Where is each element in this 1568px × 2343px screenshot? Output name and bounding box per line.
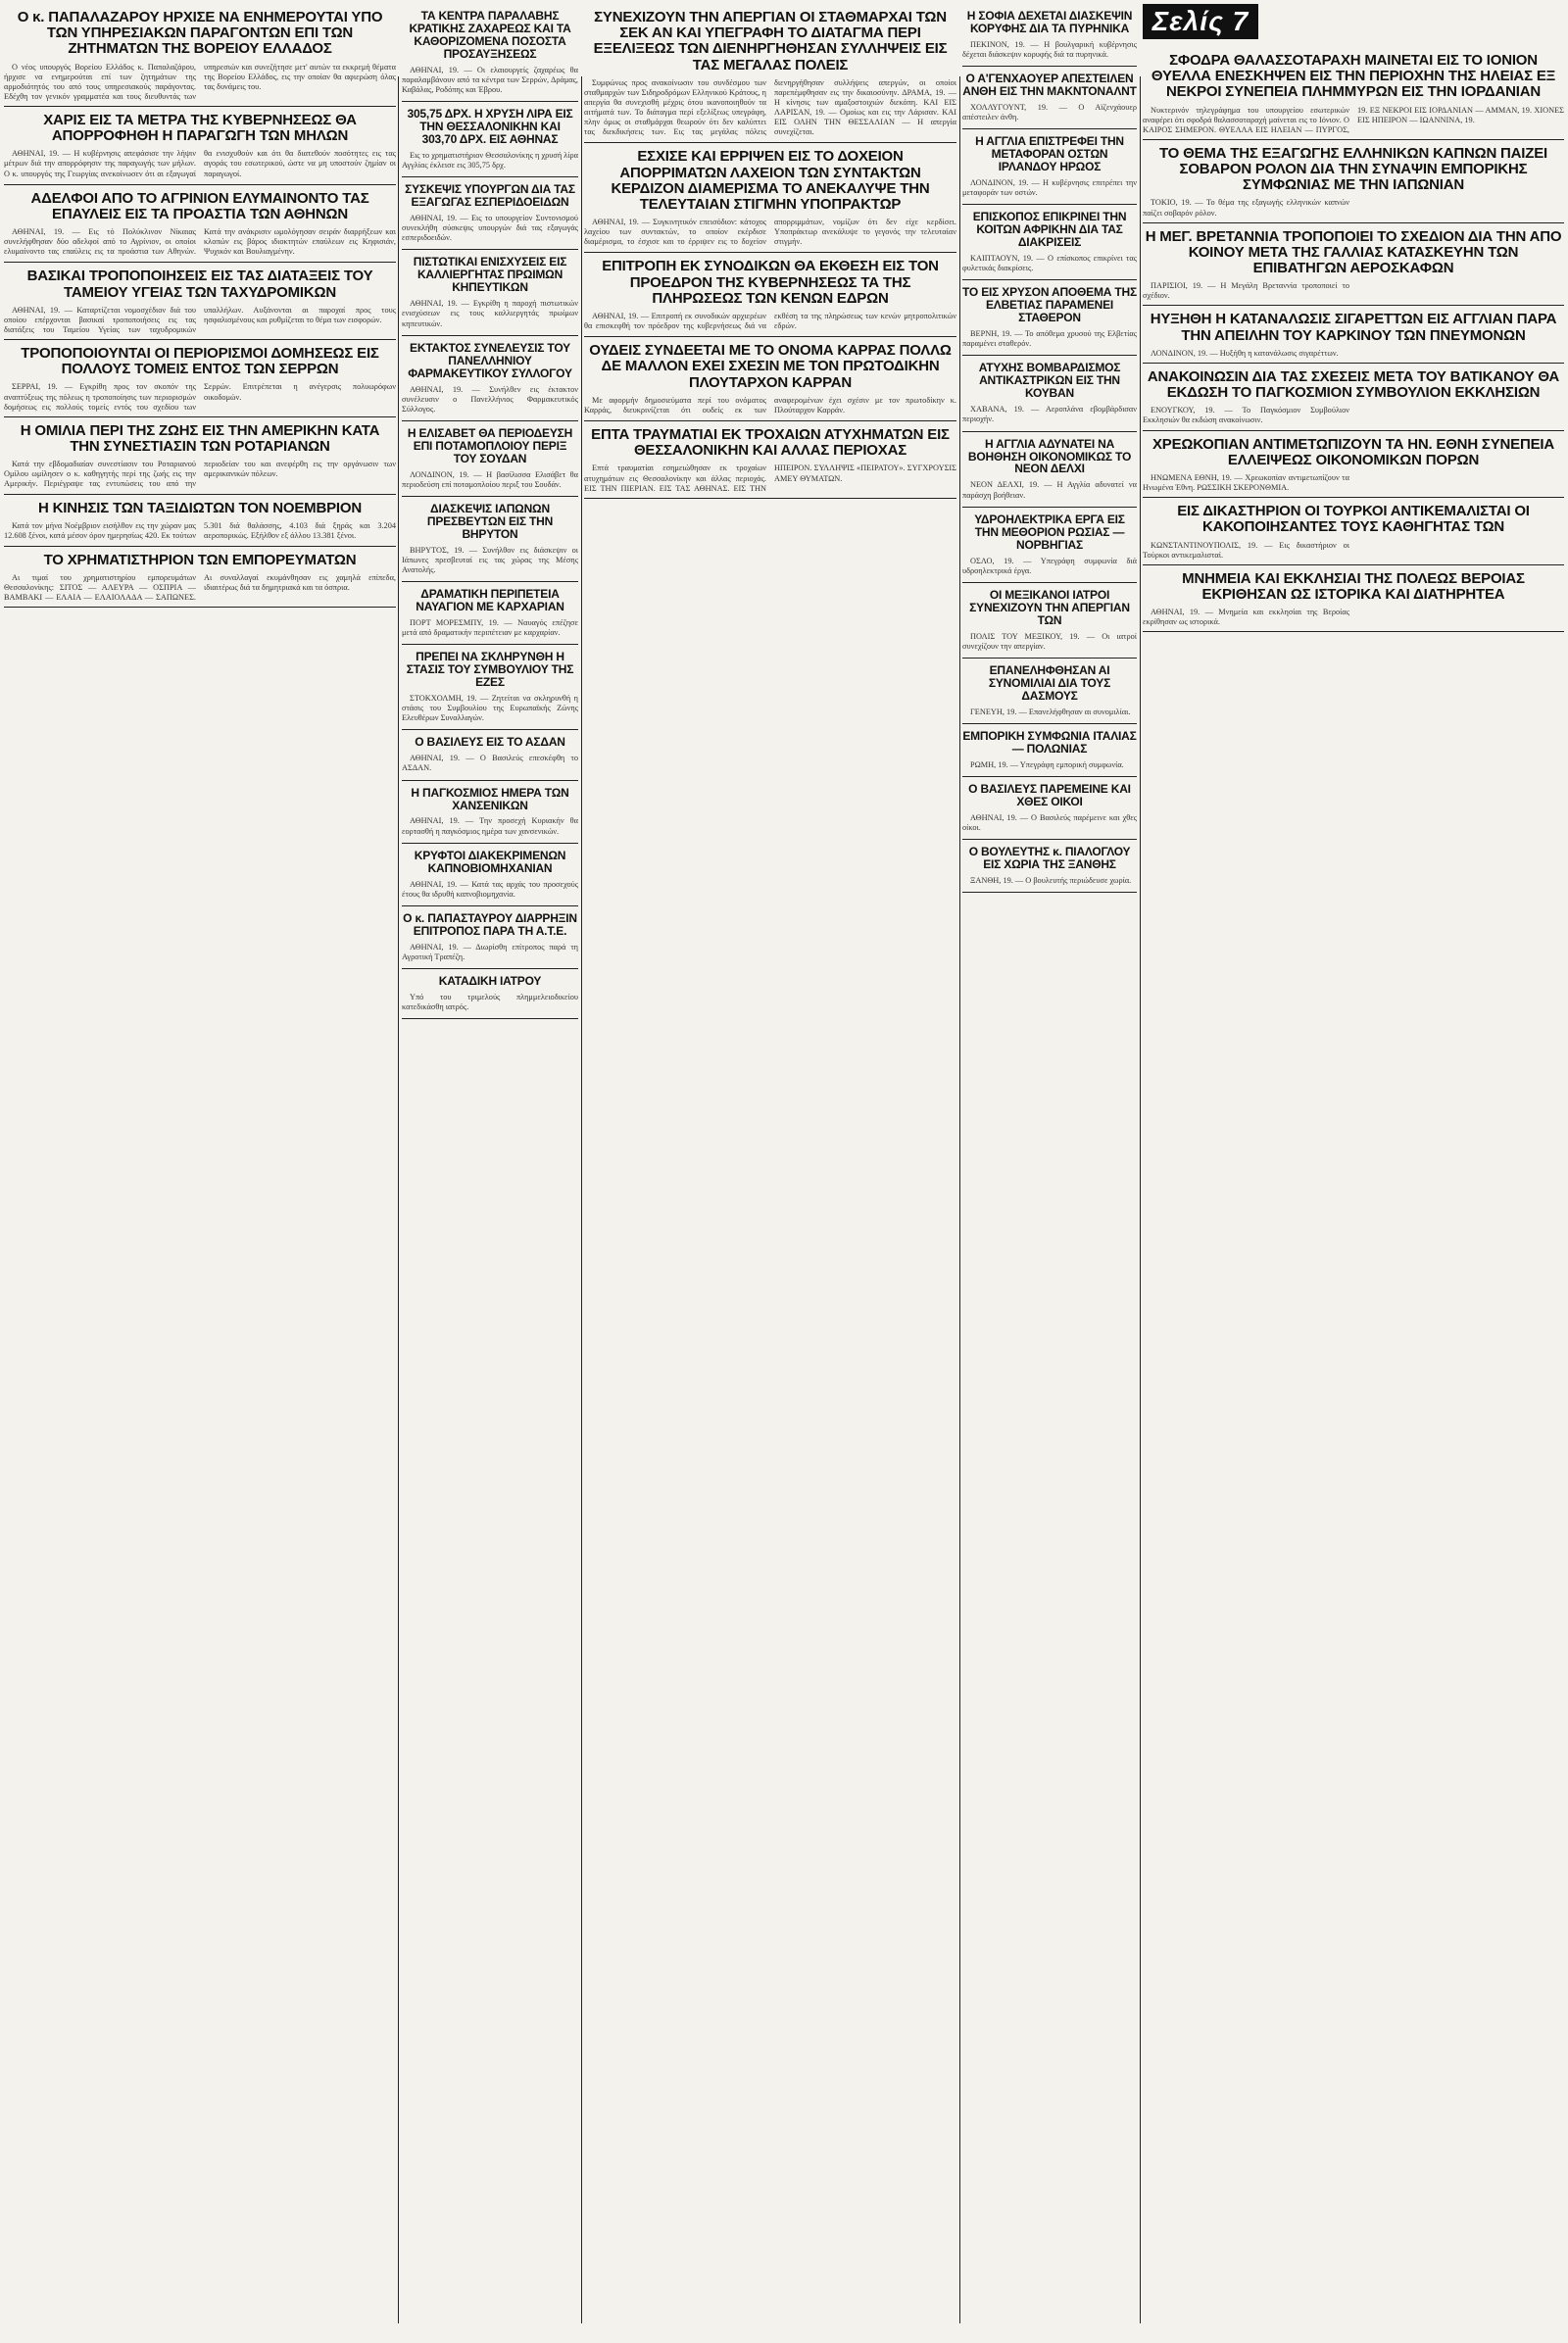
article-body — [962, 632, 1137, 652]
article-body — [962, 103, 1137, 122]
article — [4, 113, 396, 185]
article-headline: Η ΑΓΓΛΙΑ ΕΠΙΣΤΡΕΦΕΙ ΤΗΝ ΜΕΤΑΦΟΡΑΝ ΟΣΤΩΝ ΙΡΛΑΝΔΟΥ ΗΡΩΟΣ — [975, 134, 1124, 174]
article-headline: ΕΠΑΝΕΛΗΦΘΗΣΑΝ ΑΙ ΣΥΝΟΜΙΛΙΑΙ ΔΙΑ ΤΟΥΣ ΔΑΣΜΟΥΣ — [988, 662, 1111, 703]
article-text: ΑΘΗΝΑΙ, 19. — Διωρίσθη επίτροπος παρά τη Αγροτική Τραπέζη. — [402, 942, 578, 961]
article-text: Κατά την εβδομαδιαίαν συνεστίασιν του Ροταριανού Ομίλου ωμίλησεν ο κ. καθηγητής περί της ζωής εις την Αμερικήν. Περιέγραψε τας εντυπώσεις του από την περιοδείαν του και ανεφέρθη εις την οργάνωσιν των αμερικανικών πόλεων. — [4, 460, 396, 489]
article-headline: ΗΥΞΗΘΗ Η ΚΑΤΑΝΑΛΩΣΙΣ ΣΙΓΑΡΕΤΤΩΝ ΕΙΣ ΑΓΓΛΙΑΝ ΠΑΡΑ ΤΗΝ ΑΠΕΙΛΗΝ ΤΟΥ ΚΑΡΚΙΝΟΥ ΤΩΝ ΠΝΕΥΜΟΝΩΝ — [1150, 311, 1557, 344]
article-body — [402, 618, 578, 638]
article — [1143, 437, 1564, 499]
article-headline: ΣΥΝΕΧΙΖΟΥΝ ΤΗΝ ΑΠΕΡΓΙΑΝ ΟΙ ΣΤΑΘΜΑΡΧΑΙ ΤΩΝ ΣΕΚ ΑΝ ΚΑΙ ΥΠΕΓΡΑΦΗ ΤΟ ΔΙΑΤΑΓΜΑ ΠΕΡΙ ΕΞΕΛΙΞΕΩΣ ΤΩΝ ΔΙΕΝΗΡΓΗΘΗΣΑΝ ΣΥΛΛΗΨΕΙΣ ΕΙΣ ΤΑΣ ΜΕΓΑΛΑΣ ΠΟΛΕΙΣ — [593, 9, 948, 73]
column-divider — [959, 76, 960, 2323]
article — [402, 10, 578, 102]
article-headline: ΤΟ ΘΕΜΑ ΤΗΣ ΕΞΑΓΩΓΗΣ ΕΛΛΗΝΙΚΩΝ ΚΑΠΝΩΝ ΠΑΙΖΕΙ ΣΟΒΑΡΟΝ ΡΟΛΟΝ ΔΙΑ ΤΗΝ ΣΥΝΑΨΙΝ ΕΜΠΟΡΙΚΗΣ ΣΥΜΦΩΝΙΑΣ ΜΕ ΤΗΝ ΙΑΠΩΝΙΑΝ — [1158, 144, 1548, 194]
article-body — [1143, 473, 1564, 493]
article — [584, 149, 956, 253]
article-text: ΣΤΟΚΧΟΛΜΗ, 19. — Ζητείται να σκληρυνθή η στάσις του Συμβουλίου της Ευρωπαϊκής Ζώνης Ελευθέρων Συναλλαγών. — [402, 694, 578, 723]
article — [584, 427, 956, 499]
article-headline: Η ΠΑΓΚΟΣΜΙΟΣ ΗΜΕΡΑ ΤΩΝ ΧΑΝΣΕΝΙΚΩΝ — [411, 785, 569, 812]
article-headline: ΕΠΙΣΚΟΠΟΣ ΕΠΙΚΡΙΝΕΙ ΤΗΝ ΚΟΙΤΩΝ ΑΦΡΙΚΗΝ ΔΙΑ ΤΑΣ ΔΙΑΚΡΙΣΕΙΣ — [972, 210, 1127, 250]
masthead — [1143, 4, 1564, 43]
article-text: ΑΘΗΝΑΙ, 19. — Την προσεχή Κυριακήν θα εορτασθή η παγκόσμιος ημέρα των χανσενικών. — [402, 816, 578, 836]
article-text: ΑΘΗΝΑΙ, 19. — Συγκινητικόν επεισόδιον: κάτοχος λαχείου των συντακτών, το οποίον εκέρδισε διαμέρισμα, το έσχισε και το έρριψεν εις το δοχείον απορριμμάτων, νομίζων ότι δεν είχε κερδίσει. Υποπράκτωρ ανεκάλυψε το γεγονός την τελευταίαν στιγμήν. — [584, 218, 956, 247]
article-headline: ΕΚΤΑΚΤΟΣ ΣΥΝΕΛΕΥΣΙΣ ΤΟΥ ΠΑΝΕΛΛΗΝΙΟΥ ΦΑΡΜΑΚΕΥΤΙΚΟΥ ΣΥΛΛΟΓΟΥ — [408, 340, 572, 380]
article-text: ΛΟΝΔΙΝΟΝ, 19. — Η κυβέρνησις επιτρέπει την μεταφοράν των οστών. — [962, 178, 1137, 198]
article-text: ΠΕΚΙΝΟΝ, 19. — Η βουλγαρική κυβέρνησις δέχεται διάσκεψιν κορυφής διά τα πυρηνικά. — [962, 39, 1137, 60]
article-body — [4, 149, 396, 179]
article-text: ΚΩΝΣΤΑΝΤΙΝΟΥΠΟΛΙΣ, 19. — Εις δικαστήριον οι Τούρκοι αντικεμαλισταί. — [1143, 540, 1349, 560]
article — [962, 730, 1137, 777]
article — [1143, 229, 1564, 307]
article-headline: ΑΤΥΧΗΣ ΒΟΜΒΑΡΔΙΣΜΟΣ ΑΝΤΙΚΑΣΤΡΙΚΩΝ ΕΙΣ ΤΗΝ ΚΟΥΒΑΝ — [978, 361, 1121, 401]
article-headline: ΕΣΧΙΣΕ ΚΑΙ ΕΡΡΙΨΕΝ ΕΙΣ ΤΟ ΔΟΧΕΙΟΝ ΑΠΟΡΡΙΜΑΤΩΝ ΛΑΧΕΙΟΝ ΤΩΝ ΣΥΝΤΑΚΤΩΝ ΚΕΡΔΙΖΟΝ ΔΙΑΜΕΡΙΣΜΑ ΤΟ ΑΝΕΚΑΛΥΨΕ ΤΗΝ ΤΕΛΕΥΤΑΙΑΝ ΣΤΙΓΜΗΝ ΥΠΟΠΡΑΚΤΩΡ — [611, 148, 930, 213]
article-text: ΒΕΡΝΗ, 19. — Το απόθεμα χρυσού της Ελβετίας παραμένει σταθερόν. — [962, 329, 1137, 349]
article-headline: ΤΡΟΠΟΠΟΙΟΥΝΤΑΙ ΟΙ ΠΕΡΙΟΡΙΣΜΟΙ ΔΟΜΗΣΕΩΣ ΕΙΣ ΠΟΛΛΟΥΣ ΤΟΜΕΙΣ ΕΝΤΟΣ ΤΩΝ ΣΕΡΡΩΝ — [21, 345, 379, 378]
article-body — [962, 40, 1137, 60]
article-text: ΑΘΗΝΑΙ, 19. — Επιτροπή εκ συνοδικών αρχιερέων θα επισκεφθή τον πρόεδρον της κυβερνήσεως διά να εκθέση τα της πληρώσεως των κενών μητροπολιτικών εδρών. — [584, 312, 956, 331]
article-body — [402, 66, 578, 95]
article-headline: ΑΝΑΚΟΙΝΩΣΙΝ ΔΙΑ ΤΑΣ ΣΧΕΣΕΙΣ ΜΕΤΑ ΤΟΥ ΒΑΤΙΚΑΝΟΥ ΘΑ ΕΚΔΩΣΗ ΤΟ ΠΑΓΚΟΣΜΙΟΝ ΣΥΜΒΟΥΛΙΟΝ ΕΚΚΛΗΣΙΩΝ — [1147, 367, 1560, 402]
article-text: Νυκτερινόν τηλεγράφημα του υπουργείου εσωτερικών αναφέρει ότι σφοδρά θαλασσοταραχή μαίνεται εις το Ιόνιον. Ο ΚΑΙΡΟΣ ΣΗΜΕΡΟΝ. ΘΥΕΛΛΑ ΕΙΣ ΗΛΕΙΑΝ — ΠΥΡΓΟΣ, 19. ΕΞ ΝΕΚΡΟΙ ΕΙΣ ΙΟΡΔΑΝΙΑΝ — ΑΜΜΑΝ, 19. ΧΙΟΝΕΣ ΕΙΣ ΗΠΕΙΡΟΝ — ΙΩΑΝΝΙΝΑ, 19. — [1143, 105, 1564, 134]
article-text: Με αφορμήν δημοσιεύματα περί του ονόματος Καρράς, διευκρινίζεται ότι ουδείς εκ των αναφερομένων έχει σχέσιν με τον πρωτοδίκην κ. Πλούταρχον Καρράν. — [584, 395, 956, 415]
article-text: ΚΑΙΠΤΑΟΥΝ, 19. — Ο επίσκοπος επικρίνει τας φυλετικάς διακρίσεις. — [962, 254, 1137, 273]
article-headline: ΣΥΣΚΕΨΙΣ ΥΠΟΥΡΓΩΝ ΔΙΑ ΤΑΣ ΕΞΑΓΩΓΑΣ ΕΣΠΕΡΙΔΟΕΙΔΩΝ — [405, 182, 575, 210]
article-body — [962, 480, 1137, 500]
article-text: ΠΟΛΙΣ ΤΟΥ ΜΕΞΙΚΟΥ, 19. — Οι ιατροί συνεχίζουν την απεργίαν. — [962, 631, 1137, 651]
article — [402, 736, 578, 780]
article — [402, 427, 578, 497]
article-body — [584, 78, 956, 139]
article — [962, 135, 1137, 205]
article-text: ΑΘΗΝΑΙ, 19. — Συνήλθεν εις έκτακτον συνέλευσιν ο Πανελλήνιος Φαρμακευτικός Σύλλογος. — [402, 384, 578, 414]
article — [402, 651, 578, 730]
article — [4, 346, 396, 417]
column-divider — [581, 76, 582, 2323]
article-body — [402, 993, 578, 1012]
article-text: ΑΘΗΝΑΙ, 19. — Ο Βασιλεύς επεσκέφθη το ΑΣΔΑΝ. — [402, 754, 578, 773]
article — [402, 256, 578, 335]
article — [402, 183, 578, 250]
article — [4, 423, 396, 495]
article-text: ΧΑΒΑΝΑ, 19. — Αεροπλάνα εβομβάρδισαν περιοχήν. — [962, 405, 1137, 424]
article-body — [4, 63, 396, 102]
article-headline: Η ΚΙΝΗΣΙΣ ΤΩΝ ΤΑΞΙΔΙΩΤΩΝ ΤΟΝ ΝΟΕΜΒΡΙΟΝ — [38, 499, 362, 516]
article-body — [1143, 281, 1564, 301]
article-text: ΟΣΛΟ, 19. — Υπεγράφη συμφωνία διά υδροηλεκτρικά έργα. — [962, 556, 1137, 575]
article — [962, 438, 1137, 508]
article-text: ΗΝΩΜΕΝΑ ΕΘΝΗ, 19. — Χρεωκοπίαν αντιμετωπίζουν τα Ηνωμένα Έθνη. ΡΩΣΣΙΚΗ ΣΚΕΡΟΝΘΜΙΑ. — [1143, 472, 1349, 493]
column-divider — [398, 76, 399, 2323]
article-text: ΛΟΝΔΙΝΟΝ, 19. — Η βασίλισσα Ελισάβετ θα περιοδεύση επί ποταμοπλοίου περιξ του Σουδάν. — [402, 469, 578, 489]
article-body — [402, 754, 578, 773]
article — [402, 108, 578, 177]
article-text: ΑΘΗΝΑΙ, 19. — Εις το υπουργείον Συντονισμού συνεκλήθη σύσκεψις υπουργών διά τας εξαγωγάς εσπεριδοειδών. — [402, 214, 578, 243]
article — [4, 268, 396, 340]
article-body — [1143, 106, 1564, 135]
article — [584, 10, 956, 143]
article-headline: Ο ΒΟΥΛΕΥΤΗΣ κ. ΠΙΑΛΟΓΛΟΥ ΕΙΣ ΧΩΡΙΑ ΤΗΣ ΞΑΝΘΗΣ — [968, 844, 1131, 871]
article-headline: Ο Α'ΓΕΝΧΑΟΥΕΡ ΑΠΕΣΤΕΙΛΕΝ ΑΝΘΗ ΕΙΣ ΤΗΝ ΜΑΚΝΤΟΝΑΛΝΤ — [962, 72, 1137, 99]
article-headline: ΕΙΣ ΔΙΚΑΣΤΗΡΙΟΝ ΟΙ ΤΟΥΡΚΟΙ ΑΝΤΙΚΕΜΑΛΙΣΤΑΙ ΟΙ ΚΑΚΟΠΟΙΗΣΑΝΤΕΣ ΤΟΥΣ ΚΑΘΗΓΗΤΑΣ ΤΩΝ — [1177, 503, 1530, 536]
article-body — [402, 214, 578, 243]
column-3 — [584, 6, 956, 2323]
article — [402, 912, 578, 969]
article — [1143, 504, 1564, 565]
article-body — [962, 178, 1137, 198]
article-body — [402, 470, 578, 490]
article-headline: Η ΣΟΦΙΑ ΔΕΧΕΤΑΙ ΔΙΑΣΚΕΨΙΝ ΚΟΡΥΦΗΣ ΔΙΑ ΤΑ ΠΥΡΗΝΙΚΑ — [966, 9, 1133, 35]
article — [4, 553, 396, 609]
article-body — [402, 546, 578, 575]
article-headline: ΔΙΑΣΚΕΨΙΣ ΙΑΠΩΝΩΝ ΠΡΕΣΒΕΥΤΩΝ ΕΙΣ ΤΗΝ ΒΗΡΥΤΟΝ — [426, 501, 554, 541]
article-headline: ΤΟ ΧΡΗΜΑΤΙΣΤΗΡΙΟΝ ΤΩΝ ΕΜΠΟΡΕΥΜΑΤΩΝ — [43, 551, 357, 568]
article-headline: ΕΠΤΑ ΤΡΑΥΜΑΤΙΑΙ ΕΚ ΤΡΟΧΑΙΩΝ ΑΤΥΧΗΜΑΤΩΝ ΕΙΣ ΘΕΣΣΑΛΟΝΙΚΗΝ ΚΑΙ ΑΛΛΑΣ ΠΕΡΙΟΧΑΣ — [591, 426, 950, 460]
article — [962, 10, 1137, 67]
article — [4, 501, 396, 547]
article-body — [1143, 541, 1564, 561]
article — [584, 343, 956, 421]
article-text: ΝΕΟΝ ΔΕΛΧΙ, 19. — Η Αγγλία αδυνατεί να παράσχη βοήθειαν. — [962, 480, 1137, 500]
article-text: ΑΘΗΝΑΙ, 19. — Οι ελαιουργείς ζαχαρέως θα παραλαμβάνουν από τα κέντρα των Σερρών, Δράμας, Καβάλας, Ροδόπης και Έβρου. — [402, 65, 578, 95]
article-text: Επτά τραυματίαι εσημειώθησαν εκ τροχαίων ατυχημάτων εις Θεσσαλονίκην και άλλας περιοχάς. ΕΙΣ ΤΗΝ ΠΙΕΡΙΑΝ. ΕΙΣ ΤΑΣ ΑΘΗΝΑΣ. ΕΙΣ ΤΗΝ ΗΠΕΙΡΟΝ. ΣΥΛΛΗΨΙΣ «ΠΕΙΡΑΤΟΥ». ΣΥΓΧΡΟΥΣΙΣ ΑΜΕΥ ΘΥΜΑΤΩΝ. — [584, 464, 956, 493]
column-divider — [1140, 76, 1141, 2323]
article — [4, 191, 396, 264]
article-headline: Ο κ. ΠΑΠΑΛΑΖΑΡΟΥ ΗΡΧΙΣΕ ΝΑ ΕΝΗΜΕΡΟΥΤΑΙ ΥΠΟ ΤΩΝ ΥΠΗΡΕΣΙΑΚΩΝ ΠΑΡΑΓΟΝΤΩΝ ΕΠΙ ΤΩΝ ΖΗΤΗΜΑΤΩΝ ΤΗΣ ΒΟΡΕΙΟΥ ΕΛΛΑΔΟΣ — [17, 9, 383, 58]
column-4 — [962, 6, 1137, 2323]
article-headline: ΟΥΔΕΙΣ ΣΥΝΔΕΕΤΑΙ ΜΕ ΤΟ ΟΝΟΜΑ ΚΑΡΡΑΣ ΠΟΛΛΩ ΔΕ ΜΑΛΛΟΝ ΕΧΕΙ ΣΧΕΣΙΝ ΜΕ ΤΟΝ ΠΡΩΤΟΔΙΚΗΝ ΠΛΟΥΤΑΡΧΟΝ ΚΑΡΡΑΝ — [589, 342, 952, 391]
article-body — [1143, 349, 1564, 359]
article-text: ΕΝΟΥΓΚΟΥ, 19. — Το Παγκόσμιον Συμβούλιον Εκκλησιών θα εκδώση ανακοίνωσιν. — [1143, 406, 1349, 425]
article-headline: ΤΟ ΕΙΣ ΧΡΥΣΟΝ ΑΠΟΘΕΜΑ ΤΗΣ ΕΛΒΕΤΙΑΣ ΠΑΡΑΜΕΝΕΙ ΣΤΑΘΕΡΟΝ — [962, 285, 1137, 325]
article — [962, 589, 1137, 659]
article-body — [4, 227, 396, 258]
article — [402, 342, 578, 421]
article-body — [962, 876, 1137, 886]
article-body — [584, 464, 956, 493]
article-body — [584, 396, 956, 416]
article-body — [402, 151, 578, 171]
article-headline: ΑΔΕΛΦΟΙ ΑΠΟ ΤΟ ΑΓΡΙΝΙΟΝ ΕΛΥΜΑΙΝΟΝΤΟ ΤΑΣ ΕΠΑΥΛΕΙΣ ΕΙΣ ΤΑ ΠΡΟΑΣΤΙΑ ΤΩΝ ΑΘΗΝΩΝ — [30, 189, 369, 222]
article — [962, 73, 1137, 129]
article-text: Κατά τον μήνα Νοέμβριον εισήλθον εις την χώραν μας 12.608 ξένοι, κατά μέσον όρον ημερησίως 420. Εκ τούτων 5.301 διά θαλάσσης, 4.103 διά ξηράς και 3.204 αεροπορικώς. Εξήλθον εξ άλλου 13.381 ξένοι. — [4, 520, 396, 540]
article-body — [962, 813, 1137, 833]
article-body — [1143, 608, 1564, 627]
article-body — [4, 573, 396, 603]
article — [1143, 571, 1564, 633]
article-headline: ΥΔΡΟΗΛΕΚΤΡΙΚΑ ΕΡΓΑ ΕΙΣ ΤΗΝ ΜΕΘΟΡΙΟΝ ΡΩΣΙΑΣ — ΝΟΡΒΗΓΙΑΣ — [974, 512, 1125, 552]
article-headline: Η ΕΛΙΣΑΒΕΤ ΘΑ ΠΕΡΙΟΔΕΥΣΗ ΕΠΙ ΠΟΤΑΜΟΠΛΟΙΟΥ ΠΕΡΙΞ ΤΟΥ ΣΟΥΔΑΝ — [407, 425, 573, 465]
article-text: ΑΘΗΝΑΙ, 19. — Καταρτίζεται νομοσχέδιον διά του οποίου επέρχονται βασικαί τροποποιήσεις εις τας διατάξεις του Ταμείου Υγείας των ταχυδρομικών υπαλλήλων. Αυξάνονται αι παροχαί προς τους ησφαλισμένους και ρυθμίζεται το θέμα των εισφορών. — [4, 305, 396, 334]
article-body — [4, 460, 396, 489]
article-headline: ΔΡΑΜΑΤΙΚΗ ΠΕΡΙΠΕΤΕΙΑ ΝΑΥΑΓΙΟΝ ΜΕ ΚΑΡΧΑΡΙΑΝ — [416, 587, 564, 614]
article-headline: ΠΙΣΤΩΤΙΚΑΙ ΕΝΙΣΧΥΣΕΙΣ ΕΙΣ ΚΑΛΛΙΕΡΓΗΤΑΣ ΠΡΩΙΜΩΝ ΚΗΠΕΥΤΙΚΩΝ — [413, 255, 567, 295]
article-body — [4, 521, 396, 542]
article — [402, 787, 578, 844]
article-headline: Η ΜΕΓ. ΒΡΕΤΑΝΝΙΑ ΤΡΟΠΟΠΟΙΕΙ ΤΟ ΣΧΕΔΙΟΝ ΔΙΑ ΤΗΝ ΑΠΟ ΚΟΙΝΟΥ ΜΕΤΑ ΤΗΣ ΓΑΛΛΙΑΣ ΚΑΤΑΣΚΕΥΗΝ ΤΩΝ ΕΠΙΒΑΤΗΓΩΝ ΑΕΡΟΣΚΑΦΩΝ — [1145, 227, 1562, 277]
page-number-label: Σελίς 7 — [1143, 4, 1258, 39]
article-text: ΡΩΜΗ, 19. — Υπεγράφη εμπορική συμφωνία. — [970, 759, 1124, 769]
article-body — [962, 254, 1137, 273]
article-body — [962, 708, 1137, 717]
column-2 — [402, 6, 578, 2323]
article-text: ΑΘΗΝΑΙ, 19. — Η κυβέρνησις απεφάσισε την λήψιν μέτρων διά την απορρόφησιν της παραγωγής των μήλων. Ο κ. υπουργός της Γεωργίας ανεκοίνωσεν ότι αι εξαγωγαί θα ενισχυθούν και ότι θα διατεθούν ποσότητες εις τας αγοράς του εσωτερικού, ώστε να μη υποστούν ζημίαν οι παραγωγοί. — [4, 149, 396, 178]
article-headline: ΤΑ ΚΕΝΤΡΑ ΠΑΡΑΛΑΒΗΣ ΚΡΑΤΙΚΗΣ ΖΑΧΑΡΕΩΣ ΚΑΙ ΤΑ ΚΑΘΟΡΙΖΟΜΕΝΑ ΠΟΣΟΣΤΑ ΠΡΟΣΑΥΞΗΣΕΩΣ — [409, 9, 571, 61]
article-headline: ΧΑΡΙΣ ΕΙΣ ΤΑ ΜΕΤΡΑ ΤΗΣ ΚΥΒΕΡΝΗΣΕΩΣ ΘΑ ΑΠΟΡΡΟΦΗΘΗ Η ΠΑΡΑΓΩΓΗ ΤΩΝ ΜΗΛΩΝ — [43, 112, 357, 145]
article — [1143, 53, 1564, 140]
article-text: Αι τιμαί του χρηματιστηρίου εμπορευμάτων Θεσσαλονίκης: ΣΙΤΟΣ — ΑΛΕΥΡΑ — ΟΣΠΡΙΑ — ΒΑΜΒΑΚΙ — ΕΛΑΙΑ — ΕΛΑΙΟΛΑΔΑ — ΣΑΠΩΝΕΣ. Αι συναλλαγαί εκυμάνθησαν εις χαμηλά επίπεδα, ιδιαιτέρως διά τα δημητριακά και τα όσπρια. — [4, 573, 396, 603]
article-text: ΑΘΗΝΑΙ, 19. — Εγκρίθη η παροχή πιστωτικών ενισχύσεων εις τους καλλιεργητάς πρωίμων κηπευτικών. — [402, 299, 578, 328]
article-text: Υπό του τριμελούς πλημμελειοδικείου κατεδικάσθη ιατρός. — [402, 992, 578, 1012]
article-text: ΠΟΡΤ ΜΟΡΕΣΜΠΥ, 19. — Ναυαγός επέζησε μετά από δραματικήν περιπέτειαν με καρχαρίαν. — [402, 618, 578, 638]
article-headline: ΒΑΣΙΚΑΙ ΤΡΟΠΟΠΟΙΗΣΕΙΣ ΕΙΣ ΤΑΣ ΔΙΑΤΑΞΕΙΣ ΤΟΥ ΤΑΜΕΙΟΥ ΥΓΕΙΑΣ ΤΩΝ ΤΑΧΥΔΡΟΜΙΚΩΝ — [26, 268, 373, 301]
article-body — [962, 760, 1137, 770]
article-body — [1143, 406, 1564, 425]
article — [402, 588, 578, 645]
article-body — [402, 816, 578, 836]
article-body — [402, 880, 578, 900]
article-headline: ΠΡΕΠΕΙ ΝΑ ΣΚΛΗΡΥΝΘΗ Η ΣΤΑΣΙΣ ΤΟΥ ΣΥΜΒΟΥΛΙΟΥ ΤΗΣ ΕΖΕΣ — [406, 650, 574, 690]
article — [962, 664, 1137, 724]
article-headline: ΕΠΙΤΡΟΠΗ ΕΚ ΣΥΝΟΔΙΚΩΝ ΘΑ ΕΚΘΕΣΗ ΕΙΣ ΤΟΝ ΠΡΟΕΔΡΟΝ ΤΗΣ ΚΥΒΕΡΝΗΣΕΩΣ ΤΑ ΤΗΣ ΠΛΗΡΩΣΕΩΣ ΤΩΝ ΚΕΝΩΝ ΕΔΡΩΝ — [602, 258, 939, 307]
article-headline: ΟΙ ΜΕΞΙΚΑΝΟΙ ΙΑΤΡΟΙ ΣΥΝΕΧΙΖΟΥΝ ΤΗΝ ΑΠΕΡΓΙΑΝ ΤΩΝ — [969, 587, 1130, 627]
article-text: ΛΟΝΔΙΝΟΝ, 19. — Ηυξήθη η κατανάλωσις σιγαρέττων. — [1151, 348, 1339, 358]
article-body — [584, 312, 956, 332]
article — [4, 10, 396, 107]
article-text: ΤΟΚΙΟ, 19. — Το θέμα της εξαγωγής ελληνικών καπνών παίζει σοβαρόν ρόλον. — [1143, 198, 1349, 218]
article-headline: ΧΡΕΩΚΟΠΙΑΝ ΑΝΤΙΜΕΤΩΠΙΖΟΥΝ ΤΑ ΗΝ. ΕΘΝΗ ΣΥΝΕΠΕΙΑ ΕΛΛΕΙΨΕΩΣ ΟΙΚΟΝΟΜΙΚΩΝ ΠΟΡΩΝ — [1152, 435, 1554, 468]
column-5 — [1143, 49, 1564, 2323]
article-body — [962, 405, 1137, 424]
article — [962, 846, 1137, 893]
article — [402, 503, 578, 582]
article-text: Εις το χρηματιστήριον Θεσσαλονίκης η χρυσή λίρα Αγγλίας έκλεισε εις 305,75 δρχ. — [402, 151, 578, 171]
article — [962, 362, 1137, 431]
article — [584, 259, 956, 337]
article-headline: Ο κ. ΠΑΠΑΣΤΑΥΡΟΥ ΔΙΑΡΡΗΞΙΝ ΕΠΙΤΡΟΠΟΣ ΠΑΡΑ ΤΗ Α.Τ.Ε. — [403, 910, 577, 938]
article-text: Συμφώνως προς ανακοίνωσιν του συνδέσμου των σταθμαρχών των Σιδηροδρόμων Ελληνικού Κράτους, η απεργία θα συνεχισθή μέχρις ότου ικανοποιηθούν τα αιτήματά των. Το διάταγμα περί εξελίξεως υπεγράφη, πλην όμως οι σταθμάρχαι θεωρούν ότι δεν καλύπτει τας διεκδικήσεις των. Εις τας μεγάλας πόλεις διενηργήθησαν συλλήψεις απεργών, οι οποίοι παρεπέμφθησαν εις την δικαιοσύνην. ΔΡΑΜΑ, 19. — Η κίνησις των αμαξοστοιχιών διεκόπη. ΚΑΙ ΕΙΣ ΛΑΡΙΣΑΝ, 19. — Ομοίως και εις την Λάρισαν. ΚΑΙ ΕΙΣ ΟΛΗΝ ΤΗΝ ΘΕΣΣΑΛΙΑΝ — Η απεργία συνεχίζεται. — [584, 77, 956, 137]
article-headline: Ο ΒΑΣΙΛΕΥΣ ΠΑΡΕΜΕΙΝΕ ΚΑΙ ΧΘΕΣ ΟΙΚΟΙ — [968, 781, 1131, 808]
article-text: ΒΗΡΥΤΟΣ, 19. — Συνήλθον εις διάσκεψιν οι Ιάπωνες πρεσβευταί εις τας χώρας της Μέσης Ανατολής. — [402, 545, 578, 574]
article-headline: ΕΜΠΟΡΙΚΗ ΣΥΜΦΩΝΙΑ ΙΤΑΛΙΑΣ — ΠΟΛΩΝΙΑΣ — [962, 728, 1137, 756]
article-headline: ΚΡΥΦΤΟΙ ΔΙΑΚΕΚΡΙΜΕΝΩΝ ΚΑΠΝΟΒΙΟΜΗΧΑΝΙΑΝ — [414, 848, 566, 875]
article-body — [402, 385, 578, 415]
article-headline: Η ΑΓΓΛΙΑ ΑΔΥΝΑΤΕΙ ΝΑ ΒΟΗΘΗΣΗ ΟΙΚΟΝΟΜΙΚΩΣ ΤΟ ΝΕΟΝ ΔΕΛΧΙ — [967, 436, 1132, 476]
article-body — [4, 382, 396, 412]
article-text: ΑΘΗΝΑΙ, 19. — Εις τό Πολύκλινον Νίκαιας συνελήφθησαν δύο αδελφοί από το Αγρίνιον, οι οποίοι ελυμαίνοντο τας επαύλεις εις τα προάστια των Αθηνών. Κατά την ανάκρισιν ωμολόγησαν σειράν διαρρήξεων και κλοπών εις βάρος ιδιοκτητών επαύλεων εις Κηφισιάν, Ψυχικόν και Βουλιαγμένην. — [4, 227, 396, 257]
article-headline: 305,75 ΔΡΧ. Η ΧΡΥΣΗ ΛΙΡΑ ΕΙΣ ΤΗΝ ΘΕΣΣΑΛΟΝΙΚΗΝ ΚΑΙ 303,70 ΔΡΧ. ΕΙΣ ΑΘΗΝΑΣ — [407, 107, 573, 147]
article — [402, 850, 578, 906]
article-body — [402, 694, 578, 723]
article-text: ΑΘΗΝΑΙ, 19. — Κατά τας αρχάς του προσεχούς έτους θα ιδρυθή καπνοβιομηχανία. — [402, 879, 578, 899]
article — [962, 286, 1137, 356]
article — [1143, 369, 1564, 431]
article-headline: ΣΦΟΔΡΑ ΘΑΛΑΣΣΟΤΑΡΑΧΗ ΜΑΙΝΕΤΑΙ ΕΙΣ ΤΟ ΙΟΝΙΟΝ ΘΥΕΛΛΑ ΕΝΕΣΚΗΨΕΝ ΕΙΣ ΤΗΝ ΠΕΡΙΟΧΗΝ ΤΗΣ ΗΛΕΙΑΣ ΕΞ ΝΕΚΡΟΙ ΣΥΝΕΠΕΙΑ ΠΛΗΜΜΥΡΩΝ ΕΙΣ ΤΗΝ ΙΟΡΔΑΝΙΑΝ — [1151, 52, 1556, 101]
article-body — [962, 329, 1137, 349]
article-body — [962, 557, 1137, 576]
article-headline: Ο ΒΑΣΙΛΕΥΣ ΕΙΣ ΤΟ ΑΣΔΑΝ — [415, 735, 565, 750]
article — [1143, 312, 1564, 363]
article-body — [402, 943, 578, 962]
article-text: ΓΕΝΕΥΗ, 19. — Επανελήφθησαν αι συνομιλίαι. — [970, 707, 1131, 716]
article-text: ΑΘΗΝΑΙ, 19. — Μνημεία και εκκλησίαι της Βεροίας εκρίθησαν ως ιστορικά. — [1143, 608, 1349, 627]
article-text: ΣΕΡΡΑΙ, 19. — Εγκρίθη προς τον σκοπόν της αναπτύξεως της πόλεως η τροποποίησις των περιορισμών δομήσεως εις πολλούς τομείς εντός του σχεδίου των Σερρών. Επιτρέπεται η ανέγερσις πολυωρόφων οικοδομών. — [4, 382, 396, 412]
article-body — [584, 218, 956, 248]
article-text: ΠΑΡΙΣΙΟΙ, 19. — Η Μεγάλη Βρεταννία τροποποιεί το σχέδιον. — [1143, 281, 1349, 301]
article-body — [4, 306, 396, 335]
article-headline: Η ΟΜΙΛΙΑ ΠΕΡΙ ΤΗΣ ΖΩΗΣ ΕΙΣ ΤΗΝ ΑΜΕΡΙΚΗΝ ΚΑΤΑ ΤΗΝ ΣΥΝΕΣΤΙΑΣΙΝ ΤΩΝ ΡΟΤΑΡΙΑΝΩΝ — [20, 421, 380, 455]
article-headline: ΚΑΤΑΔΙΚΗ ΙΑΤΡΟΥ — [438, 973, 542, 988]
article-text: ΧΟΛΛΥΓΟΥΝΤ, 19. — Ο Αϊζενχάουερ απέστειλεν άνθη. — [962, 103, 1137, 122]
article-text: ΞΑΝΘΗ, 19. — Ο βουλευτής περιώδευσε χωρία. — [970, 875, 1132, 885]
article — [1143, 146, 1564, 223]
article-body — [1143, 198, 1564, 218]
article — [962, 783, 1137, 840]
article — [402, 975, 578, 1019]
article-text: Ο νέος υπουργός Βορείου Ελλάδος κ. Παπαλαζάρου, ήρχισε να ενημερούται επί των ζητημάτων της αρμοδιότητός του από τους υπηρεσιακούς παράγοντας. Εδέχθη τον γενικόν γραμματέα και τους διευθυντάς των υπηρεσιών και συνεζήτησε μετ' αυτών τα εκκρεμή θέματα της Βορείου Ελλάδος, εις την οποίαν θα αφιερώση όλας τας δυνάμεις του. — [4, 62, 396, 101]
article — [962, 513, 1137, 583]
column-1 — [4, 6, 396, 2323]
article-text: ΑΘΗΝΑΙ, 19. — Ο Βασιλεύς παρέμεινε και χθες οίκοι. — [962, 812, 1137, 832]
article-headline: ΜΝΗΜΕΙΑ ΚΑΙ ΕΚΚΛΗΣΙΑΙ ΤΗΣ ΠΟΛΕΩΣ ΒΕΡΟΙΑΣ ΕΚΡΙΘΗΣΑΝ ΩΣ ΙΣΤΟΡΙΚΑ ΚΑΙ ΔΙΑΤΗΡΗΤΕΑ — [1182, 569, 1525, 603]
article — [962, 211, 1137, 280]
article-body — [402, 299, 578, 328]
